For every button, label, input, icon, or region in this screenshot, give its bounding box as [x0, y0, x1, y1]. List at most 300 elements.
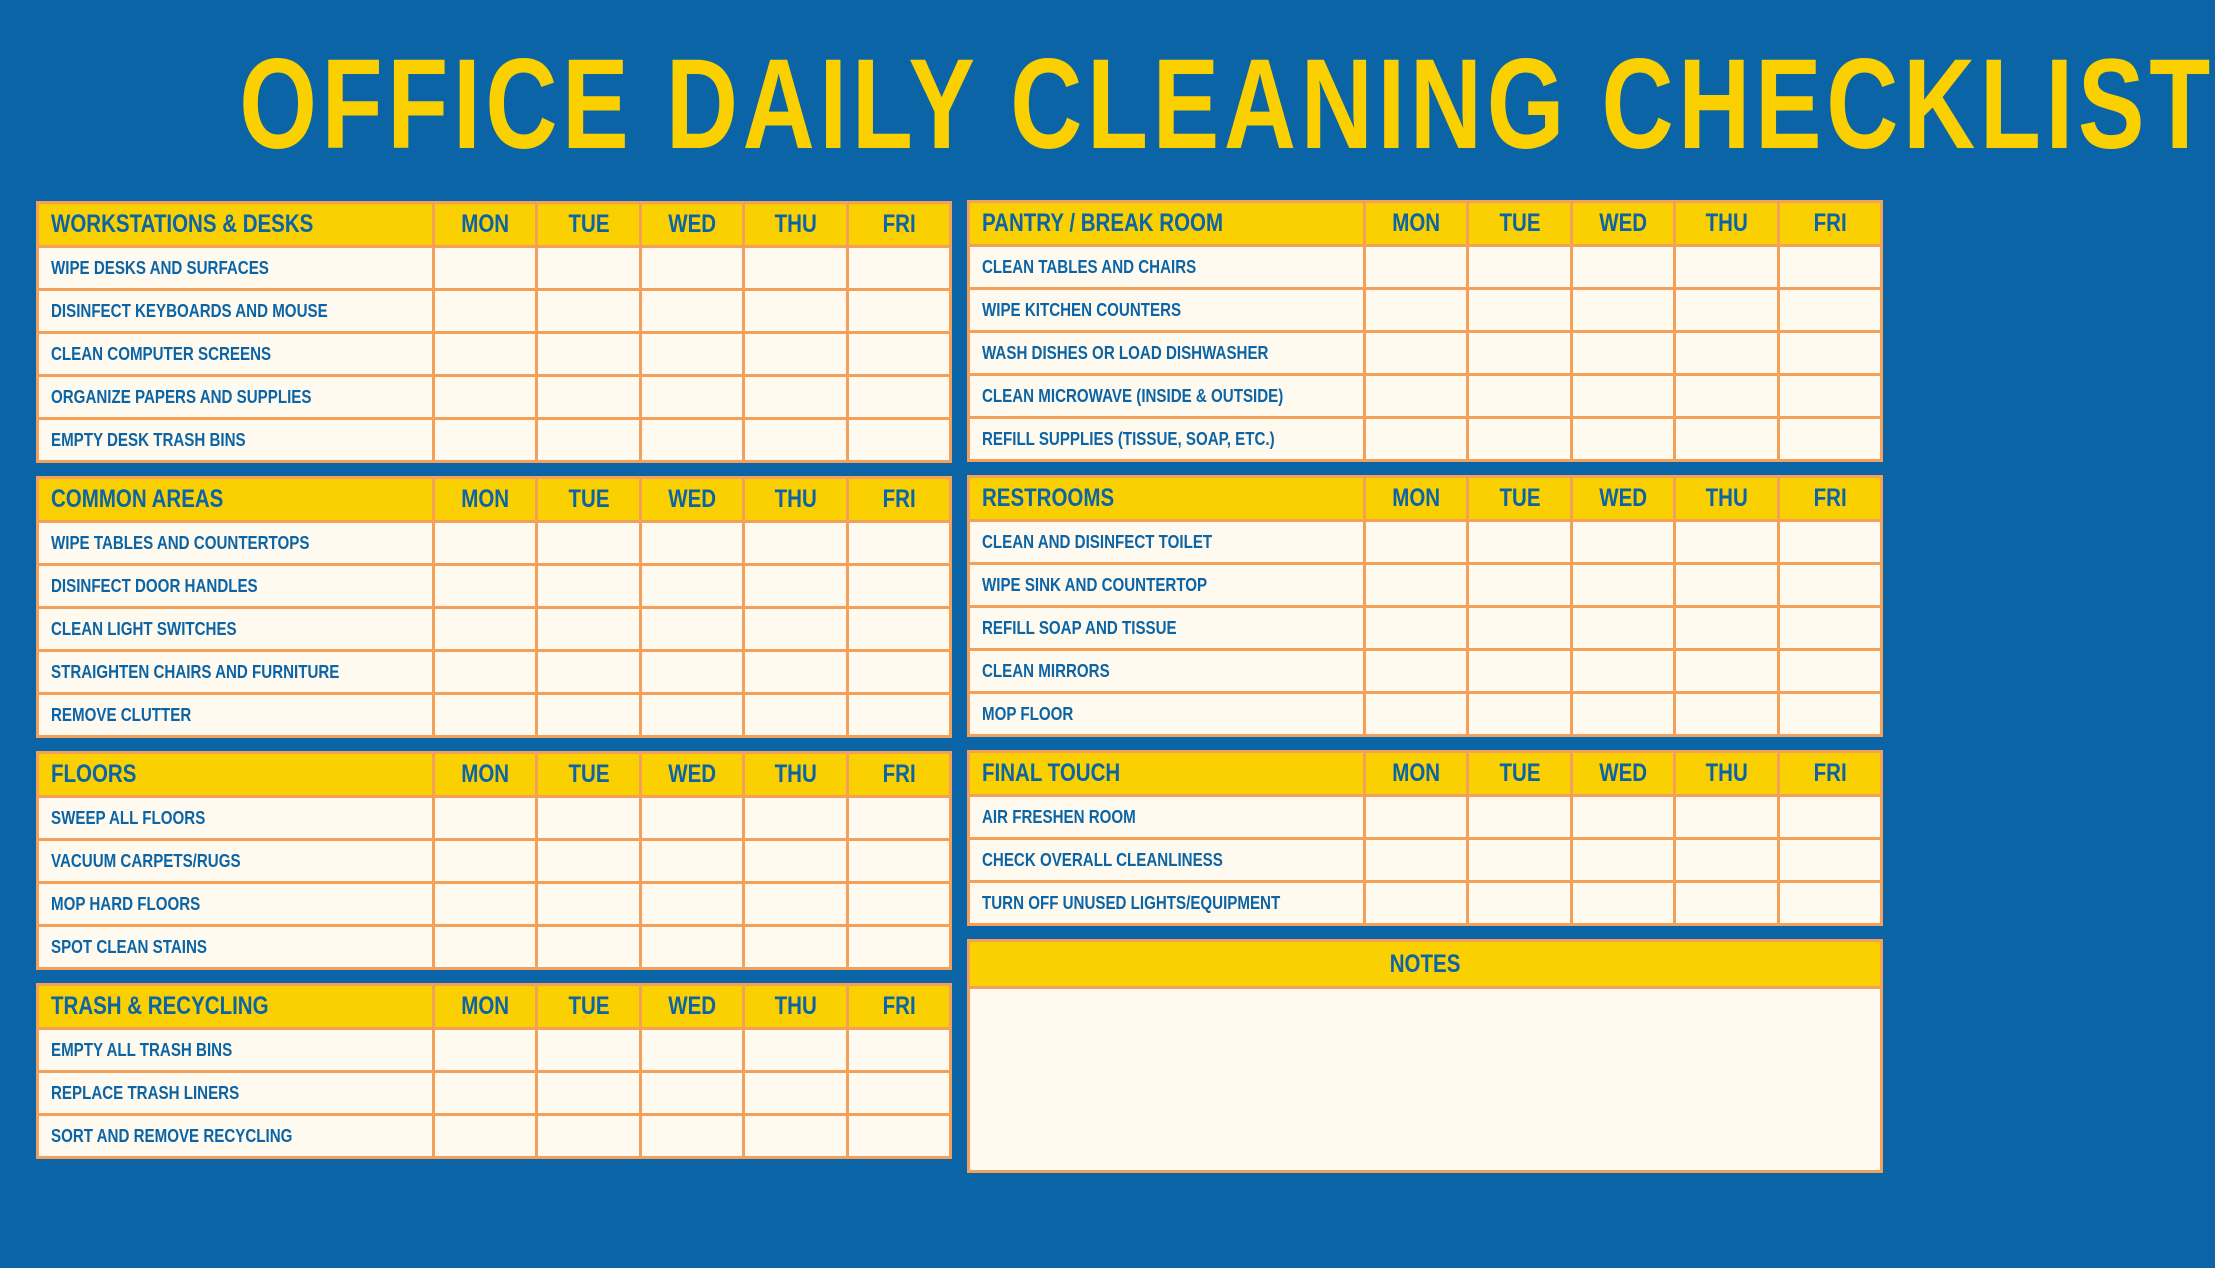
check-cell-fri[interactable] [847, 333, 950, 376]
day-label: TUE [1499, 484, 1541, 512]
check-cell-fri[interactable] [1778, 796, 1881, 839]
check-cell-mon[interactable] [434, 694, 537, 737]
task-text: WIPE DESKS AND SURFACES [51, 257, 269, 278]
task-text: EMPTY ALL TRASH BINS [51, 1039, 233, 1060]
check-cell-mon[interactable] [1365, 418, 1468, 461]
day-header-thu [1675, 202, 1778, 246]
table-row [38, 565, 951, 608]
check-cell-thu[interactable] [1675, 796, 1778, 839]
check-cell-wed[interactable] [640, 1115, 743, 1158]
check-cell-thu[interactable] [744, 694, 847, 737]
day-label: WED [1599, 484, 1647, 512]
check-cell-mon[interactable] [1365, 882, 1468, 925]
table-row [38, 608, 951, 651]
check-cell-fri[interactable] [1778, 521, 1881, 564]
section-title-text: FINAL TOUCH [982, 759, 1121, 787]
check-cell-tue[interactable] [1468, 375, 1571, 418]
check-cell-mon[interactable] [434, 565, 537, 608]
task-label [969, 839, 1365, 882]
task-label [38, 883, 434, 926]
section-title [38, 985, 434, 1029]
task-label [38, 651, 434, 694]
day-header-tue [537, 478, 640, 522]
check-cell-thu[interactable] [1675, 564, 1778, 607]
check-cell-tue[interactable] [537, 565, 640, 608]
task-text: WIPE SINK AND COUNTERTOP [982, 574, 1208, 595]
notes-label: NOTES [1389, 950, 1461, 978]
check-cell-tue[interactable] [537, 651, 640, 694]
check-cell-tue[interactable] [537, 290, 640, 333]
day-header-mon [1365, 477, 1468, 521]
left-column [36, 201, 952, 1172]
table-row [38, 333, 951, 376]
check-cell-fri[interactable] [847, 883, 950, 926]
day-label: WED [668, 760, 716, 788]
check-cell-wed[interactable] [1571, 650, 1674, 693]
day-header-tue [1468, 752, 1571, 796]
check-cell-wed[interactable] [1571, 693, 1674, 736]
table-row [38, 797, 951, 840]
task-label [969, 332, 1365, 375]
check-cell-thu[interactable] [744, 290, 847, 333]
check-cell-fri[interactable] [847, 1072, 950, 1115]
check-cell-thu[interactable] [1675, 332, 1778, 375]
section-title [969, 477, 1365, 521]
check-cell-wed[interactable] [1571, 332, 1674, 375]
day-header-wed [1571, 752, 1674, 796]
day-label: MON [461, 485, 510, 513]
check-cell-wed[interactable] [640, 797, 743, 840]
task-text: DISINFECT KEYBOARDS AND MOUSE [51, 300, 328, 321]
day-header-tue [537, 753, 640, 797]
check-cell-mon[interactable] [434, 840, 537, 883]
check-cell-mon[interactable] [434, 1072, 537, 1115]
check-cell-wed[interactable] [640, 651, 743, 694]
check-cell-thu[interactable] [1675, 289, 1778, 332]
day-label: THU [1705, 484, 1748, 512]
check-cell-fri[interactable] [847, 290, 950, 333]
check-cell-tue[interactable] [1468, 564, 1571, 607]
task-text: CLEAN LIGHT SWITCHES [51, 618, 237, 639]
check-cell-mon[interactable] [434, 651, 537, 694]
check-cell-wed[interactable] [1571, 607, 1674, 650]
task-label [38, 376, 434, 419]
table-row [969, 375, 1882, 418]
check-cell-wed[interactable] [1571, 375, 1674, 418]
day-header-wed [640, 478, 743, 522]
section-title-text: FLOORS [51, 760, 137, 788]
check-cell-tue[interactable] [1468, 607, 1571, 650]
check-cell-wed[interactable] [640, 926, 743, 969]
day-label: FRI [1813, 484, 1847, 512]
check-cell-mon[interactable] [1365, 607, 1468, 650]
day-header-thu [744, 478, 847, 522]
table-row [969, 607, 1882, 650]
task-text: WIPE KITCHEN COUNTERS [982, 299, 1182, 320]
day-label: FRI [882, 485, 916, 513]
check-cell-tue[interactable] [537, 333, 640, 376]
task-label [969, 521, 1365, 564]
check-cell-mon[interactable] [1365, 375, 1468, 418]
day-header-mon [434, 478, 537, 522]
check-cell-mon[interactable] [434, 333, 537, 376]
table-row [38, 376, 951, 419]
check-cell-wed[interactable] [640, 840, 743, 883]
task-text: STRAIGHTEN CHAIRS AND FURNITURE [51, 661, 340, 682]
task-text: MOP FLOOR [982, 703, 1074, 724]
day-header-mon [434, 203, 537, 247]
table-row [969, 332, 1882, 375]
check-cell-tue[interactable] [537, 376, 640, 419]
day-header-tue [1468, 477, 1571, 521]
check-cell-fri[interactable] [847, 694, 950, 737]
check-cell-tue[interactable] [537, 840, 640, 883]
check-cell-mon[interactable] [434, 797, 537, 840]
check-cell-wed[interactable] [640, 333, 743, 376]
check-cell-fri[interactable] [847, 840, 950, 883]
check-cell-mon[interactable] [434, 247, 537, 290]
check-cell-fri[interactable] [1778, 246, 1881, 289]
task-label [969, 246, 1365, 289]
check-cell-mon[interactable] [434, 376, 537, 419]
check-cell-wed[interactable] [640, 376, 743, 419]
table-row [38, 419, 951, 462]
check-cell-fri[interactable] [1778, 375, 1881, 418]
task-label [38, 797, 434, 840]
check-cell-mon[interactable] [434, 419, 537, 462]
check-cell-tue[interactable] [537, 883, 640, 926]
check-cell-mon[interactable] [1365, 839, 1468, 882]
page-title: OFFICE DAILY CLEANING CHECKLIST [239, 33, 2215, 176]
day-header-mon [1365, 202, 1468, 246]
check-cell-wed[interactable] [640, 419, 743, 462]
day-header-thu [744, 203, 847, 247]
check-cell-tue[interactable] [537, 522, 640, 565]
task-text: SWEEP ALL FLOORS [51, 807, 206, 828]
check-cell-fri[interactable] [847, 608, 950, 651]
check-cell-fri[interactable] [1778, 418, 1881, 461]
check-cell-mon[interactable] [1365, 796, 1468, 839]
check-cell-fri[interactable] [847, 565, 950, 608]
check-cell-fri[interactable] [1778, 289, 1881, 332]
day-label: TUE [568, 992, 610, 1020]
check-cell-mon[interactable] [1365, 521, 1468, 564]
task-text: REMOVE CLUTTER [51, 704, 192, 725]
day-label: WED [1599, 759, 1647, 787]
check-cell-tue[interactable] [537, 608, 640, 651]
check-cell-thu[interactable] [744, 883, 847, 926]
check-cell-tue[interactable] [1468, 839, 1571, 882]
day-label: WED [668, 992, 716, 1020]
task-text: AIR FRESHEN ROOM [982, 806, 1136, 827]
check-cell-thu[interactable] [744, 419, 847, 462]
task-label [38, 694, 434, 737]
day-header-fri [1778, 477, 1881, 521]
check-cell-thu[interactable] [744, 247, 847, 290]
task-label [969, 693, 1365, 736]
task-label [38, 419, 434, 462]
check-cell-tue[interactable] [1468, 882, 1571, 925]
task-text: CLEAN MICROWAVE (INSIDE & OUTSIDE) [982, 385, 1284, 406]
table-row [38, 883, 951, 926]
section-common-areas [36, 476, 952, 738]
section-title-text: TRASH & RECYCLING [51, 992, 269, 1020]
check-cell-wed[interactable] [640, 1029, 743, 1072]
check-cell-thu[interactable] [1675, 693, 1778, 736]
table-row [38, 247, 951, 290]
task-text: CLEAN COMPUTER SCREENS [51, 343, 272, 364]
check-cell-thu[interactable] [1675, 839, 1778, 882]
check-cell-mon[interactable] [434, 1115, 537, 1158]
check-cell-tue[interactable] [1468, 289, 1571, 332]
task-text: CLEAN MIRRORS [982, 660, 1110, 681]
check-cell-fri[interactable] [1778, 650, 1881, 693]
table-row [38, 1072, 951, 1115]
section-workstations-desks [36, 201, 952, 463]
task-text: ORGANIZE PAPERS AND SUPPLIES [51, 386, 312, 407]
section-final-touch [967, 750, 1883, 926]
check-cell-fri[interactable] [847, 376, 950, 419]
check-cell-thu[interactable] [744, 1115, 847, 1158]
check-cell-fri[interactable] [847, 926, 950, 969]
check-cell-thu[interactable] [1675, 607, 1778, 650]
notes-box[interactable] [967, 939, 1883, 1173]
table-row [969, 839, 1882, 882]
check-cell-wed[interactable] [640, 290, 743, 333]
day-header-mon [1365, 752, 1468, 796]
table-row [38, 840, 951, 883]
day-label: FRI [1813, 759, 1847, 787]
task-label [38, 840, 434, 883]
table-row [38, 290, 951, 333]
check-cell-fri[interactable] [847, 797, 950, 840]
check-cell-wed[interactable] [640, 694, 743, 737]
task-text: REPLACE TRASH LINERS [51, 1082, 240, 1103]
section-title [38, 753, 434, 797]
check-cell-thu[interactable] [1675, 882, 1778, 925]
day-header-wed [1571, 202, 1674, 246]
check-cell-thu[interactable] [744, 608, 847, 651]
task-text: CLEAN TABLES AND CHAIRS [982, 256, 1197, 277]
task-text: VACUUM CARPETS/RUGS [51, 850, 241, 871]
day-header-tue [537, 985, 640, 1029]
task-label [969, 796, 1365, 839]
day-label: WED [668, 210, 716, 238]
check-cell-thu[interactable] [744, 1072, 847, 1115]
check-cell-tue[interactable] [537, 247, 640, 290]
day-label: FRI [1813, 209, 1847, 237]
check-cell-tue[interactable] [537, 1029, 640, 1072]
check-cell-thu[interactable] [744, 565, 847, 608]
check-cell-mon[interactable] [434, 608, 537, 651]
task-label [969, 650, 1365, 693]
task-text: SPOT CLEAN STAINS [51, 936, 207, 957]
check-cell-fri[interactable] [1778, 332, 1881, 375]
task-label [38, 1029, 434, 1072]
table-row [969, 796, 1882, 839]
check-cell-wed[interactable] [1571, 289, 1674, 332]
check-cell-wed[interactable] [1571, 882, 1674, 925]
check-cell-thu[interactable] [1675, 246, 1778, 289]
check-cell-wed[interactable] [640, 608, 743, 651]
check-cell-mon[interactable] [1365, 564, 1468, 607]
right-column [967, 200, 1883, 1173]
check-cell-thu[interactable] [744, 1029, 847, 1072]
day-label: TUE [568, 210, 610, 238]
check-cell-tue[interactable] [537, 926, 640, 969]
task-label [38, 247, 434, 290]
day-header-wed [640, 985, 743, 1029]
check-cell-fri[interactable] [847, 419, 950, 462]
check-cell-fri[interactable] [847, 522, 950, 565]
check-cell-tue[interactable] [537, 419, 640, 462]
day-label: TUE [1499, 759, 1541, 787]
check-cell-wed[interactable] [1571, 418, 1674, 461]
task-label [38, 1115, 434, 1158]
task-text: REFILL SOAP AND TISSUE [982, 617, 1177, 638]
check-cell-mon[interactable] [1365, 246, 1468, 289]
day-label: THU [774, 210, 817, 238]
task-text: TURN OFF UNUSED LIGHTS/EQUIPMENT [982, 892, 1281, 913]
task-label [38, 565, 434, 608]
check-cell-wed[interactable] [1571, 796, 1674, 839]
check-cell-fri[interactable] [1778, 607, 1881, 650]
check-cell-thu[interactable] [1675, 418, 1778, 461]
day-label: MON [461, 210, 510, 238]
check-cell-fri[interactable] [1778, 839, 1881, 882]
section-trash-recycling [36, 983, 952, 1159]
check-cell-tue[interactable] [1468, 246, 1571, 289]
section-title [969, 202, 1365, 246]
task-text: WASH DISHES OR LOAD DISHWASHER [982, 342, 1269, 363]
check-cell-fri[interactable] [1778, 564, 1881, 607]
table-row [38, 694, 951, 737]
check-cell-mon[interactable] [434, 1029, 537, 1072]
check-cell-thu[interactable] [744, 376, 847, 419]
task-text: REFILL SUPPLIES (TISSUE, SOAP, ETC.) [982, 428, 1275, 449]
task-label [969, 882, 1365, 925]
day-header-wed [640, 753, 743, 797]
day-header-fri [847, 203, 950, 247]
task-label [38, 290, 434, 333]
check-cell-tue[interactable] [537, 797, 640, 840]
check-cell-thu[interactable] [1675, 650, 1778, 693]
day-label: THU [774, 992, 817, 1020]
check-cell-tue[interactable] [537, 694, 640, 737]
check-cell-mon[interactable] [1365, 693, 1468, 736]
task-text: SORT AND REMOVE RECYCLING [51, 1125, 293, 1146]
check-cell-thu[interactable] [1675, 521, 1778, 564]
right-sections [967, 200, 1883, 926]
day-header-fri [847, 753, 950, 797]
day-header-thu [1675, 477, 1778, 521]
table-row [969, 650, 1882, 693]
check-cell-thu[interactable] [744, 797, 847, 840]
check-cell-mon[interactable] [434, 926, 537, 969]
day-label: MON [1392, 759, 1441, 787]
check-cell-thu[interactable] [744, 522, 847, 565]
check-cell-wed[interactable] [640, 883, 743, 926]
check-cell-thu[interactable] [744, 840, 847, 883]
check-cell-fri[interactable] [847, 1029, 950, 1072]
check-cell-fri[interactable] [847, 651, 950, 694]
day-header-thu [1675, 752, 1778, 796]
table-row [969, 289, 1882, 332]
check-cell-mon[interactable] [1365, 289, 1468, 332]
section-restrooms [967, 475, 1883, 737]
day-header-wed [1571, 477, 1674, 521]
table-row [38, 1115, 951, 1158]
section-title [38, 203, 434, 247]
check-cell-wed[interactable] [640, 565, 743, 608]
check-cell-wed[interactable] [1571, 839, 1674, 882]
check-cell-wed[interactable] [640, 522, 743, 565]
task-text: CLEAN AND DISINFECT TOILET [982, 531, 1213, 552]
check-cell-fri[interactable] [1778, 882, 1881, 925]
day-header-thu [744, 985, 847, 1029]
day-header-fri [1778, 202, 1881, 246]
day-label: MON [461, 992, 510, 1020]
check-cell-tue[interactable] [1468, 650, 1571, 693]
section-title-text: PANTRY / BREAK ROOM [982, 209, 1224, 237]
task-label [38, 926, 434, 969]
day-label: MON [1392, 209, 1441, 237]
check-cell-thu[interactable] [1675, 375, 1778, 418]
day-label: WED [668, 485, 716, 513]
check-cell-mon[interactable] [434, 522, 537, 565]
check-cell-tue[interactable] [1468, 796, 1571, 839]
check-cell-fri[interactable] [1778, 693, 1881, 736]
check-cell-fri[interactable] [847, 247, 950, 290]
check-cell-thu[interactable] [744, 651, 847, 694]
check-cell-wed[interactable] [1571, 246, 1674, 289]
check-cell-thu[interactable] [744, 333, 847, 376]
table-row [38, 651, 951, 694]
check-cell-fri[interactable] [847, 1115, 950, 1158]
day-label: MON [461, 760, 510, 788]
check-cell-tue[interactable] [1468, 332, 1571, 375]
section-floors [36, 751, 952, 970]
check-cell-wed[interactable] [640, 247, 743, 290]
check-cell-mon[interactable] [434, 883, 537, 926]
table-row [969, 521, 1882, 564]
check-cell-mon[interactable] [1365, 650, 1468, 693]
table-row [969, 418, 1882, 461]
day-label: WED [1599, 209, 1647, 237]
check-cell-tue[interactable] [537, 1072, 640, 1115]
check-cell-tue[interactable] [537, 1115, 640, 1158]
section-title-text: RESTROOMS [982, 484, 1115, 512]
check-cell-thu[interactable] [744, 926, 847, 969]
check-cell-wed[interactable] [640, 1072, 743, 1115]
check-cell-tue[interactable] [1468, 521, 1571, 564]
day-label: TUE [568, 485, 610, 513]
check-cell-tue[interactable] [1468, 418, 1571, 461]
check-cell-wed[interactable] [1571, 564, 1674, 607]
check-cell-mon[interactable] [1365, 332, 1468, 375]
task-text: EMPTY DESK TRASH BINS [51, 429, 246, 450]
day-header-fri [847, 985, 950, 1029]
task-text: MOP HARD FLOORS [51, 893, 201, 914]
check-cell-mon[interactable] [434, 290, 537, 333]
check-cell-wed[interactable] [1571, 521, 1674, 564]
task-label [969, 564, 1365, 607]
day-label: FRI [882, 760, 916, 788]
table-row [969, 246, 1882, 289]
check-cell-tue[interactable] [1468, 693, 1571, 736]
day-header-mon [434, 753, 537, 797]
table-row [38, 522, 951, 565]
